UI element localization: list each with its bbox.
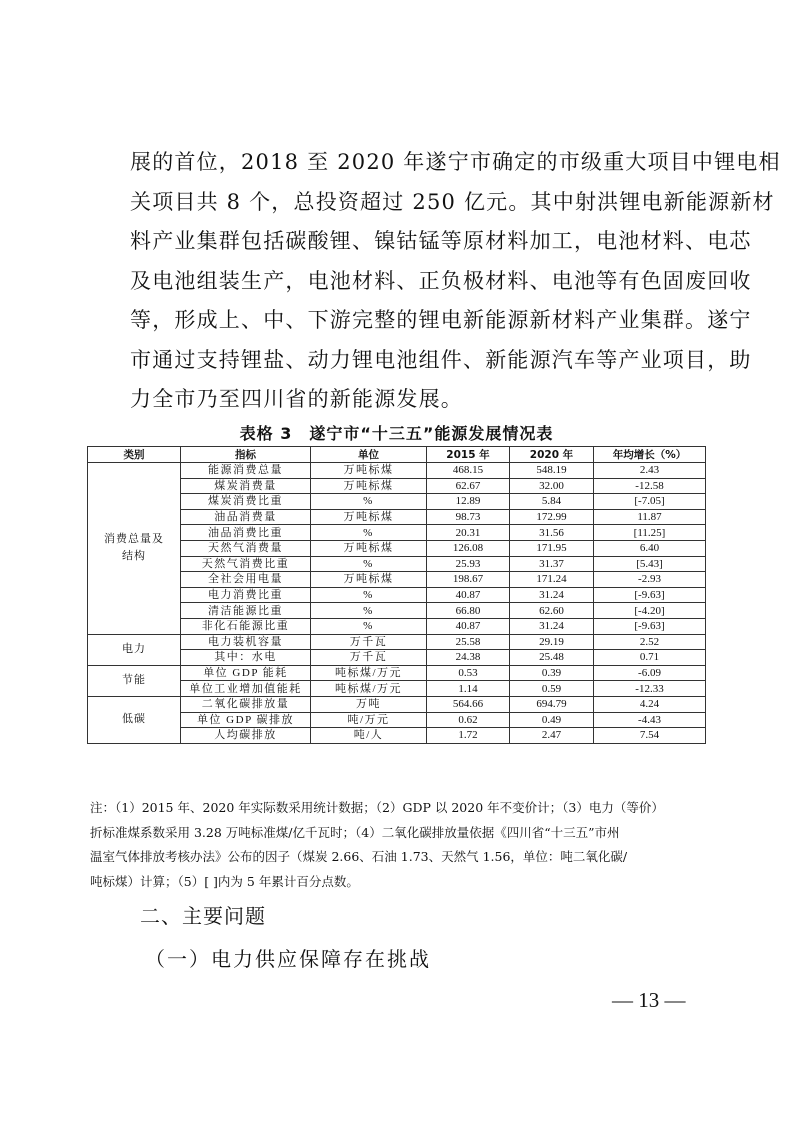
value-2020-cell: 694.79	[510, 696, 594, 712]
value-2015-cell: 40.87	[427, 587, 510, 603]
growth-cell: 2.52	[594, 634, 706, 650]
indicator-cell: 人均碳排放	[181, 728, 311, 744]
paragraph-line: 力全市乃至四川省的新能源发展。	[130, 387, 463, 411]
table-header-row	[88, 447, 706, 463]
table-row	[88, 540, 706, 556]
growth-cell: [11.25]	[594, 525, 706, 541]
table-row	[88, 696, 706, 712]
value-2015-cell: 198.67	[427, 572, 510, 588]
growth-cell: [-7.05]	[594, 494, 706, 510]
indicator-cell: 单位 GDP 能耗	[181, 665, 311, 681]
category-cell: 节能	[88, 665, 181, 696]
paragraph-line: 料产业集群包括碳酸锂、镍钴锰等原材料加工，电池材料、电芯	[130, 229, 752, 253]
growth-cell: -12.33	[594, 681, 706, 697]
value-2015-cell: 12.89	[427, 494, 510, 510]
unit-cell: %	[311, 556, 427, 572]
growth-cell: -6.09	[594, 665, 706, 681]
indicator-cell: 煤炭消费量	[181, 478, 311, 494]
value-2020-cell: 25.48	[510, 650, 594, 666]
header-indicator: 指标	[181, 447, 311, 463]
table-row	[88, 509, 706, 525]
growth-cell: [-9.63]	[594, 587, 706, 603]
table-body	[88, 463, 706, 744]
value-2020-cell: 0.39	[510, 665, 594, 681]
value-2020-cell: 0.49	[510, 712, 594, 728]
table-row	[88, 494, 706, 510]
growth-cell: [-4.20]	[594, 603, 706, 619]
unit-cell: %	[311, 525, 427, 541]
table-row	[88, 525, 706, 541]
value-2015-cell: 1.14	[427, 681, 510, 697]
unit-cell: 万吨标煤	[311, 540, 427, 556]
value-2015-cell: 468.15	[427, 463, 510, 479]
value-2020-cell: 2.47	[510, 728, 594, 744]
value-2020-cell: 62.60	[510, 603, 594, 619]
table-row	[88, 572, 706, 588]
energy-development-table	[87, 446, 706, 744]
header-category: 类别	[88, 447, 181, 463]
subsection-heading: （一）电力供应保障存在挑战	[145, 947, 431, 971]
unit-cell: 万千瓦	[311, 650, 427, 666]
note-line: 温室气体排放考核办法》公布的因子（煤炭 2.66、石油 1.73、天然气 1.56，单位：吨二氧化碳/	[90, 849, 628, 864]
indicator-cell: 单位 GDP 碳排放	[181, 712, 311, 728]
unit-cell: 万吨标煤	[311, 572, 427, 588]
value-2015-cell: 40.87	[427, 618, 510, 634]
indicator-cell: 油品消费量	[181, 509, 311, 525]
value-2015-cell: 62.67	[427, 478, 510, 494]
growth-cell: 11.87	[594, 509, 706, 525]
growth-cell: -2.93	[594, 572, 706, 588]
unit-cell: 吨/人	[311, 728, 427, 744]
value-2015-cell: 126.08	[427, 540, 510, 556]
value-2015-cell: 0.53	[427, 665, 510, 681]
note-line: 吨标煤）计算；（5）[ ]内为 5 年累计百分点数。	[90, 873, 359, 889]
header-annual-growth: 年均增长（%）	[594, 447, 706, 463]
growth-cell: 6.40	[594, 540, 706, 556]
indicator-cell: 其中：水电	[181, 650, 311, 666]
table-row	[88, 634, 706, 650]
table-row	[88, 681, 706, 697]
unit-cell: 万吨标煤	[311, 509, 427, 525]
value-2015-cell: 66.80	[427, 603, 510, 619]
table-row	[88, 665, 706, 681]
unit-cell: 万吨标煤	[311, 478, 427, 494]
indicator-cell: 天然气消费比重	[181, 556, 311, 572]
value-2020-cell: 29.19	[510, 634, 594, 650]
table-row	[88, 618, 706, 634]
indicator-cell: 电力装机容量	[181, 634, 311, 650]
indicator-cell: 油品消费比重	[181, 525, 311, 541]
value-2020-cell: 31.37	[510, 556, 594, 572]
growth-cell: [-9.63]	[594, 618, 706, 634]
unit-cell: %	[311, 587, 427, 603]
value-2020-cell: 31.24	[510, 587, 594, 603]
indicator-cell: 能源消费总量	[181, 463, 311, 479]
value-2015-cell: 25.58	[427, 634, 510, 650]
value-2020-cell: 5.84	[510, 494, 594, 510]
unit-cell: %	[311, 618, 427, 634]
category-cell: 消费总量及结构	[88, 463, 181, 635]
category-cell: 电力	[88, 634, 181, 665]
indicator-cell: 清洁能源比重	[181, 603, 311, 619]
paragraph-line: 关项目共 8 个，总投资超过 250 亿元。其中射洪锂电新能源新材	[130, 189, 775, 214]
value-2020-cell: 31.24	[510, 618, 594, 634]
table-row	[88, 463, 706, 479]
unit-cell: %	[311, 603, 427, 619]
growth-cell: 0.71	[594, 650, 706, 666]
unit-cell: 吨标煤/万元	[311, 681, 427, 697]
page-number: — 13 —	[612, 988, 686, 1012]
body-paragraph	[130, 143, 781, 420]
header-unit: 单位	[311, 447, 427, 463]
unit-cell: 吨标煤/万元	[311, 665, 427, 681]
growth-cell: -12.58	[594, 478, 706, 494]
value-2015-cell: 24.38	[427, 650, 510, 666]
indicator-cell: 非化石能源比重	[181, 618, 311, 634]
value-2020-cell: 31.56	[510, 525, 594, 541]
paragraph-line: 市通过支持锂盐、动力锂电池组件、新能源汽车等产业项目，助	[130, 347, 752, 372]
value-2015-cell: 1.72	[427, 728, 510, 744]
header-2015: 2015 年	[427, 447, 510, 463]
note-line: 折标准煤系数采用 3.28 万吨标准煤/亿千瓦时；（4）二氧化碳排放量依据《四川省“十三五”市州	[90, 824, 620, 840]
value-2015-cell: 20.31	[427, 525, 510, 541]
unit-cell: 吨/万元	[311, 712, 427, 728]
growth-cell: 2.43	[594, 463, 706, 479]
table-row	[88, 650, 706, 666]
paragraph-line: 等，形成上、中、下游完整的锂电新能源新材料产业集群。遂宁	[130, 308, 752, 332]
indicator-cell: 煤炭消费比重	[181, 494, 311, 510]
value-2020-cell: 0.59	[510, 681, 594, 697]
table-notes	[90, 796, 710, 894]
value-2020-cell: 548.19	[510, 463, 594, 479]
unit-cell: 万千瓦	[311, 634, 427, 650]
header-2020: 2020 年	[510, 447, 594, 463]
unit-cell: 万吨标煤	[311, 463, 427, 479]
paragraph-line: 展的首位，2018 至 2020 年遂宁市确定的市级重大项目中锂电相	[130, 150, 781, 174]
unit-cell: %	[311, 494, 427, 510]
value-2015-cell: 564.66	[427, 696, 510, 712]
indicator-cell: 电力消费比重	[181, 587, 311, 603]
indicator-cell: 天然气消费量	[181, 540, 311, 556]
table-row	[88, 587, 706, 603]
indicator-cell: 单位工业增加值能耗	[181, 681, 311, 697]
table-row	[88, 603, 706, 619]
table-row	[88, 556, 706, 572]
growth-cell: 7.54	[594, 728, 706, 744]
note-line: 注：（1）2015 年、2020 年实际数采用统计数据；（2）GDP 以 2020 年不变价计；（3）电力（等价）	[90, 800, 664, 815]
growth-cell: [5.43]	[594, 556, 706, 572]
value-2015-cell: 25.93	[427, 556, 510, 572]
table-title: 表格 3 遂宁市“十三五”能源发展情况表	[239, 424, 554, 443]
unit-cell: 万吨	[311, 696, 427, 712]
indicator-cell: 全社会用电量	[181, 572, 311, 588]
value-2020-cell: 172.99	[510, 509, 594, 525]
value-2020-cell: 171.95	[510, 540, 594, 556]
value-2015-cell: 0.62	[427, 712, 510, 728]
growth-cell: -4.43	[594, 712, 706, 728]
value-2020-cell: 171.24	[510, 572, 594, 588]
category-cell: 低碳	[88, 696, 181, 743]
table-row	[88, 712, 706, 728]
value-2015-cell: 98.73	[427, 509, 510, 525]
table-row	[88, 478, 706, 494]
table-row	[88, 728, 706, 744]
section-heading: 二、主要问题	[140, 904, 266, 928]
indicator-cell: 二氧化碳排放量	[181, 696, 311, 712]
growth-cell: 4.24	[594, 696, 706, 712]
value-2020-cell: 32.00	[510, 478, 594, 494]
paragraph-line: 及电池组装生产，电池材料、正负极材料、电池等有色固废回收	[130, 268, 752, 293]
